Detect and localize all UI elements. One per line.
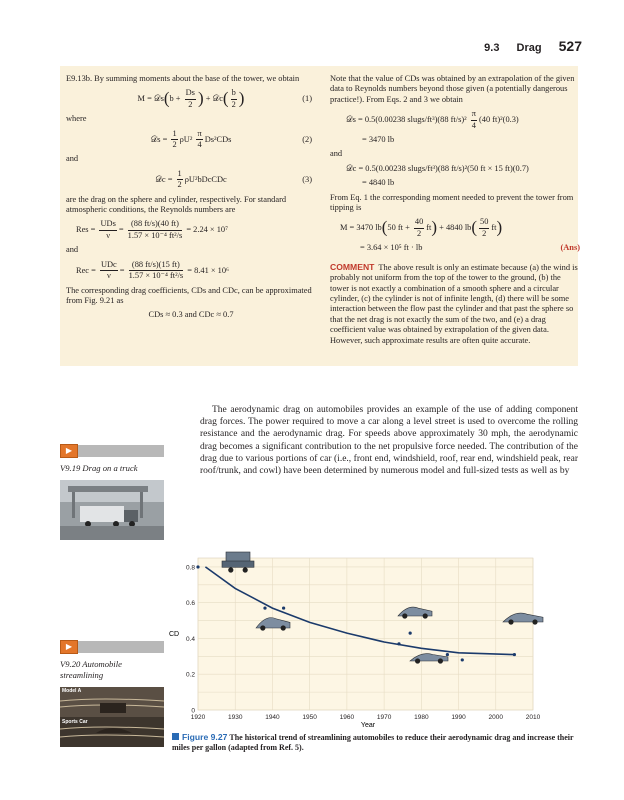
play-icon[interactable]: ▶ [60,640,78,654]
video-link-streamlining[interactable] [60,640,164,747]
re1-frac2 [128,219,183,241]
page-number: 527 [558,38,582,54]
equation-2: 𝒟s = $\frac{1}{2}$ ρU² $\frac{\pi}{4}$ Ds²CDs (2) [150,128,312,150]
y-tick-label: 0.4 [185,635,195,643]
m-ft: ft [426,223,432,233]
re1-frac1 [99,219,116,241]
chart-grid [198,558,533,710]
cylinder-drag-result: = 4840 lb [362,178,395,188]
eq3-rest: ρU²bDcCDc [184,174,227,184]
data-point [513,653,516,656]
section-title: Drag [516,42,542,54]
m-50: 50 [479,217,489,228]
eq1-plus: + 𝒟c [205,94,223,104]
m-pre: M = 3470 lb [340,223,382,233]
x-tick-label: 1950 [302,714,317,721]
car-wheel [423,613,428,618]
car-wheel [532,619,537,624]
y-tick-label: 0.8 [185,564,195,572]
comment-label: COMMENT [330,261,375,272]
car-wheel [228,567,233,572]
data-point [446,653,449,656]
play-icon[interactable]: ▶ [60,444,78,458]
sports-car-label: Sports Car [62,719,88,725]
x-tick-label: 1970 [376,714,392,721]
re1-n2: (88 ft/s)(40 ft) [128,219,183,230]
eq1-frac2-num: b [231,88,237,99]
re2-n2: (88 ft/s)(15 ft) [129,260,184,271]
eq1-frac2 [231,88,237,110]
re2-result: = 8.41 × 10⁶ [187,265,229,275]
eq2-mid: ρU [179,134,190,144]
re1-n1: UDs [99,219,116,230]
ds-frac [471,109,477,131]
x-tick-label: 1920 [190,714,206,721]
re2-d2: 1.57 × 10⁻⁴ ft²/s [128,271,184,281]
example-box [60,66,578,366]
eq2-lhs: 𝒟s = [150,134,168,144]
m-frac1 [414,217,424,239]
eq3-frac-den: 2 [177,180,182,190]
eq2-pi: π [196,129,202,140]
eq2-four: 4 [197,140,202,150]
x-tick-label: 1960 [339,714,355,721]
eq2-rest: Ds²CDs [204,134,232,144]
section-number: 9.3 [484,42,500,54]
page-header [484,38,582,54]
video-caption: V9.19 Drag on a truck [60,463,138,473]
cylinder-drag-eq: 𝒟c = 0.5(0.00238 slugs/ft³)(88 ft/s)²(50 ft × 15 ft)(0.7) [346,163,529,173]
moment-eq: M = 3470 lb(50 ft + $\frac{40}{2}$ ft) + 4840 lb( $\frac{50}{2}$ ft) [340,217,503,238]
ds-pre: 𝒟s = 0.5(0.00238 slugs/ft³)(88 ft/s)² [346,115,467,125]
reynolds-cylinder-eq: Rec = $\frac{\text{UDc}}{\nu}$ = $\frac{(88 ft/s)(15 ft)}{\text{1.57 × 10⁻⁴ ft²/s}}$ = 8.41 × 10⁶ [76,259,229,281]
car-wheel [243,567,248,572]
re1-result: = 2.24 × 10⁷ [186,225,229,235]
figure-caption-text: The historical trend of streamlining automobiles to reduce their aerodynamic drag and increase their miles per gallon (adapted from Ref. 5). [172,733,574,752]
comment-text: The above result is only an estimate because (a) the wind is probably not uniform from the top of the tower to the ground, (b) the tower is not exactly a combination of a smooth sphere and a circular cylinder, (c) the cylinder is not of infinite length, (d) there will be some interaction between the flow past the cylinder and that past the sphere so that the net drag is not exactly the sum of the two, and (e) a drag coefficient value was obtained by extrapolation of the given data. However, such approximate results are often quite accurate. [330,262,578,345]
and-text-3: and [330,149,343,159]
figure-caption [172,732,582,753]
x-tick-label: 1980 [414,714,429,721]
x-tick-label: 1990 [451,714,466,721]
m-frac2 [479,217,489,239]
car-wheel [508,619,513,624]
car-wheel [438,658,443,663]
reynolds-intro: are the drag on the sphere and cylinder, respectively. For standard atmospheric conditions, the Reynolds numbers are [66,194,287,215]
truck-video-thumbnail[interactable] [60,480,164,540]
ds-four: 4 [471,120,476,130]
moment-value: = 3.64 × 10⁵ ft · lb [360,243,423,253]
car-wheel [281,625,286,630]
m-mid: + 4840 lb [439,223,472,233]
intro-text: E9.13b. By summing moments about the base of the tower, we obtain [66,74,300,83]
x-tick-label: 1930 [227,714,243,721]
y-tick-label: 0.2 [185,671,195,679]
sphere-drag-eq [346,109,580,131]
x-tick-label: 1940 [265,714,280,721]
eq2-number: (2) [302,134,312,144]
car-body [222,561,254,567]
m-a: 50 ft + [387,223,410,233]
data-point [461,658,464,661]
video-bar [78,641,164,653]
m-2a: 2 [416,228,422,238]
where-text: where [66,114,87,124]
eq2-frac [171,129,177,151]
eq3-lhs: 𝒟c = [155,174,173,184]
data-point [409,632,412,635]
m-40: 40 [414,217,424,228]
y-tick-label: 0 [191,707,195,715]
car-wheel [415,658,420,663]
eq1-lhs: M = 𝒟s [137,94,164,104]
data-point [282,606,285,609]
streamlining-video-thumbnail[interactable] [60,687,164,747]
data-point [196,565,199,568]
m-ft2: ft [491,223,497,233]
eq1-frac2-den: 2 [231,99,236,109]
ds-pi: π [471,109,477,120]
video-caption: V9.20 Automobile streamlining [60,659,122,680]
example-right-column [330,74,580,348]
eq2-frac-pi [196,129,202,151]
eq2-frac-num: 1 [171,129,177,140]
x-tick-label: 2010 [525,714,541,721]
car-wheel [402,613,407,618]
ds-post: (40 ft)²(0.3) [478,115,519,125]
model-a-label: Model A [62,688,82,694]
moment-result [360,243,580,253]
eq1-frac [185,88,196,110]
re1-d2: 1.57 × 10⁻⁴ ft²/s [127,230,183,240]
re1-lhs: Res = [76,225,96,235]
smoke-flow-image [60,687,164,747]
eq1-frac-den: 2 [188,99,193,109]
eq3-number: (3) [302,174,312,184]
x-axis-label: Year [360,722,376,728]
equation-3 [66,169,316,191]
eq1-frac-num: Ds [185,88,196,99]
body-paragraph: The aerodynamic drag on automobiles provides an example of the use of adding component drag forces. The power required to move a car along a level street is used to overcome the rolling resistance and the aerodynamic drag. For speeds above approximately 30 mph, the aerodynamic drag becomes a significant contribution to the net propulsive force needed. The contribution of the drag due to various portions of car (i.e., front end, windshield, roof, rear end, windshield peak, rear roof/trunk, and cowl) have been determined by numerous model and full-sized tests as well as by [200,405,578,477]
eq1-b: b + [169,94,181,104]
data-point [263,606,266,609]
reynolds-sphere-eq: Res = $\frac{\text{UDs}}{\nu}$ = $\frac{(88 ft/s)(40 ft)}{\text{1.57 × 10⁻⁴ ft²/s}}$ = 2.24 × 10⁷ [76,219,229,240]
equation-1: M = 𝒟s(b + $\frac{Ds}{2}$ ) + 𝒟c( $\frac{b}{2}$ ) (1) [137,88,312,109]
plot-area [198,558,533,710]
drag-trend-chart [168,550,548,728]
and-text-2: and [66,245,79,255]
re2-lhs: Rec = [76,265,96,275]
eq1-number: (1) [302,94,312,104]
y-tick-label: 0.6 [185,600,195,608]
drag-coeff-text: The corresponding drag coefficients, CDs and CDc, can be approximated from Fig. 9.21 as [66,285,312,305]
video-bar [78,445,164,457]
comment-paragraph [330,262,580,346]
caption-square-icon [172,733,179,740]
car-wheel [260,625,265,630]
car-cabin [226,552,250,562]
eq2-frac-den: 2 [172,140,177,150]
m-2b: 2 [482,228,487,238]
eq3-frac [177,169,183,191]
re2-d1: ν [106,271,111,281]
drag-coeff-line: CDs ≈ 0.3 and CDc ≈ 0.7 [148,310,234,320]
sphere-drag-result: = 3470 lb [362,135,395,145]
figure-label: Figure 9.27 [182,732,228,742]
re2-frac2 [129,260,184,282]
re2-frac1 [100,260,118,282]
moment-intro: From Eq. 1 the corresponding moment needed to prevent the tower from tipping is [330,192,574,213]
video-link-truck[interactable] [60,444,164,545]
eq3-frac-num: 1 [177,169,183,180]
and-text-1: and [66,154,79,164]
example-left-column [66,74,316,325]
re1-d1: ν [106,230,111,240]
re2-n1: UDc [100,260,118,271]
answer-tag: (Ans) [560,243,580,253]
y-axis-label: CD [169,631,180,638]
data-point [397,642,400,645]
extrapolation-note: Note that the value of CDs was obtained by an extrapolation of the given data to Reynolds numbers beyond those given (a potentially dangerous practice!). From Eqs. 2 and 3 we obtain [330,74,575,104]
x-tick-label: 2000 [488,714,504,721]
